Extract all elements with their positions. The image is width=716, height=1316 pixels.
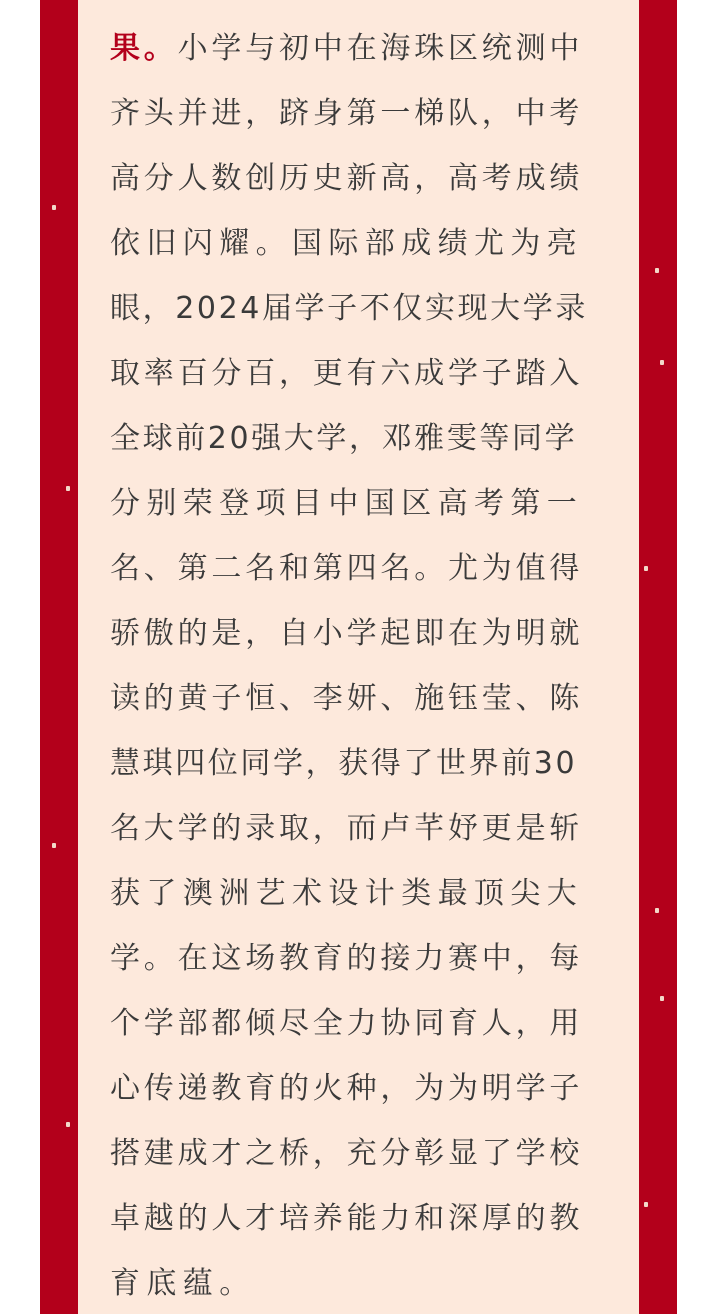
article-line: 眼，2024届学子不仅实现大学录 — [110, 291, 588, 326]
article-line: 慧琪四位同学，获得了世界前30 — [110, 746, 578, 781]
decorative-speck — [644, 566, 648, 571]
decorative-speck — [655, 908, 659, 913]
article-line: 卓越的人才培养能力和深厚的教 — [110, 1201, 584, 1236]
article-line: 取率百分百，更有六成学子踏入 — [110, 356, 584, 391]
article-line: 骄傲的是，自小学起即在为明就 — [110, 616, 584, 651]
article-line: 名大学的录取，而卢芊妤更是斩 — [110, 811, 584, 846]
decorative-speck — [655, 268, 659, 273]
decorative-speck — [644, 1202, 648, 1207]
article-line: 育底蕴。 — [110, 1266, 256, 1301]
article-line: 获了澳洲艺术设计类最顶尖大 — [110, 876, 584, 911]
article-line: 搭建成才之桥，充分彰显了学校 — [110, 1136, 584, 1171]
article-line: 分别荣登项目中国区高考第一 — [110, 486, 584, 521]
article-line: 学。在这场教育的接力赛中，每 — [110, 941, 584, 976]
decorative-speck — [66, 1122, 70, 1127]
decorative-speck — [66, 486, 70, 491]
article-line: 名、第二名和第四名。尤为值得 — [110, 551, 584, 586]
article-body — [110, 16, 610, 1316]
article-line: 全球前20强大学，邓雅雯等同学 — [110, 421, 578, 456]
article-line: 高分人数创历史新高，高考成绩 — [110, 161, 584, 196]
article-line: 心传递教育的火种，为为明学子 — [110, 1071, 584, 1106]
article-line: 个学部都倾尽全力协同育人，用 — [110, 1006, 584, 1041]
decorative-speck — [660, 996, 664, 1001]
highlight-text: 果。 — [110, 31, 178, 66]
article-line: 齐头并进，跻身第一梯队，中考 — [110, 96, 584, 131]
decorative-speck — [52, 205, 56, 210]
article-line: 依旧闪耀。国际部成绩尤为亮 — [110, 226, 584, 261]
decorative-speck — [52, 843, 56, 848]
article-line: 读的黄子恒、李妍、施钰莹、陈 — [110, 681, 584, 716]
article-line: 果。小学与初中在海珠区统测中 — [110, 31, 584, 66]
decorative-speck — [660, 360, 664, 365]
